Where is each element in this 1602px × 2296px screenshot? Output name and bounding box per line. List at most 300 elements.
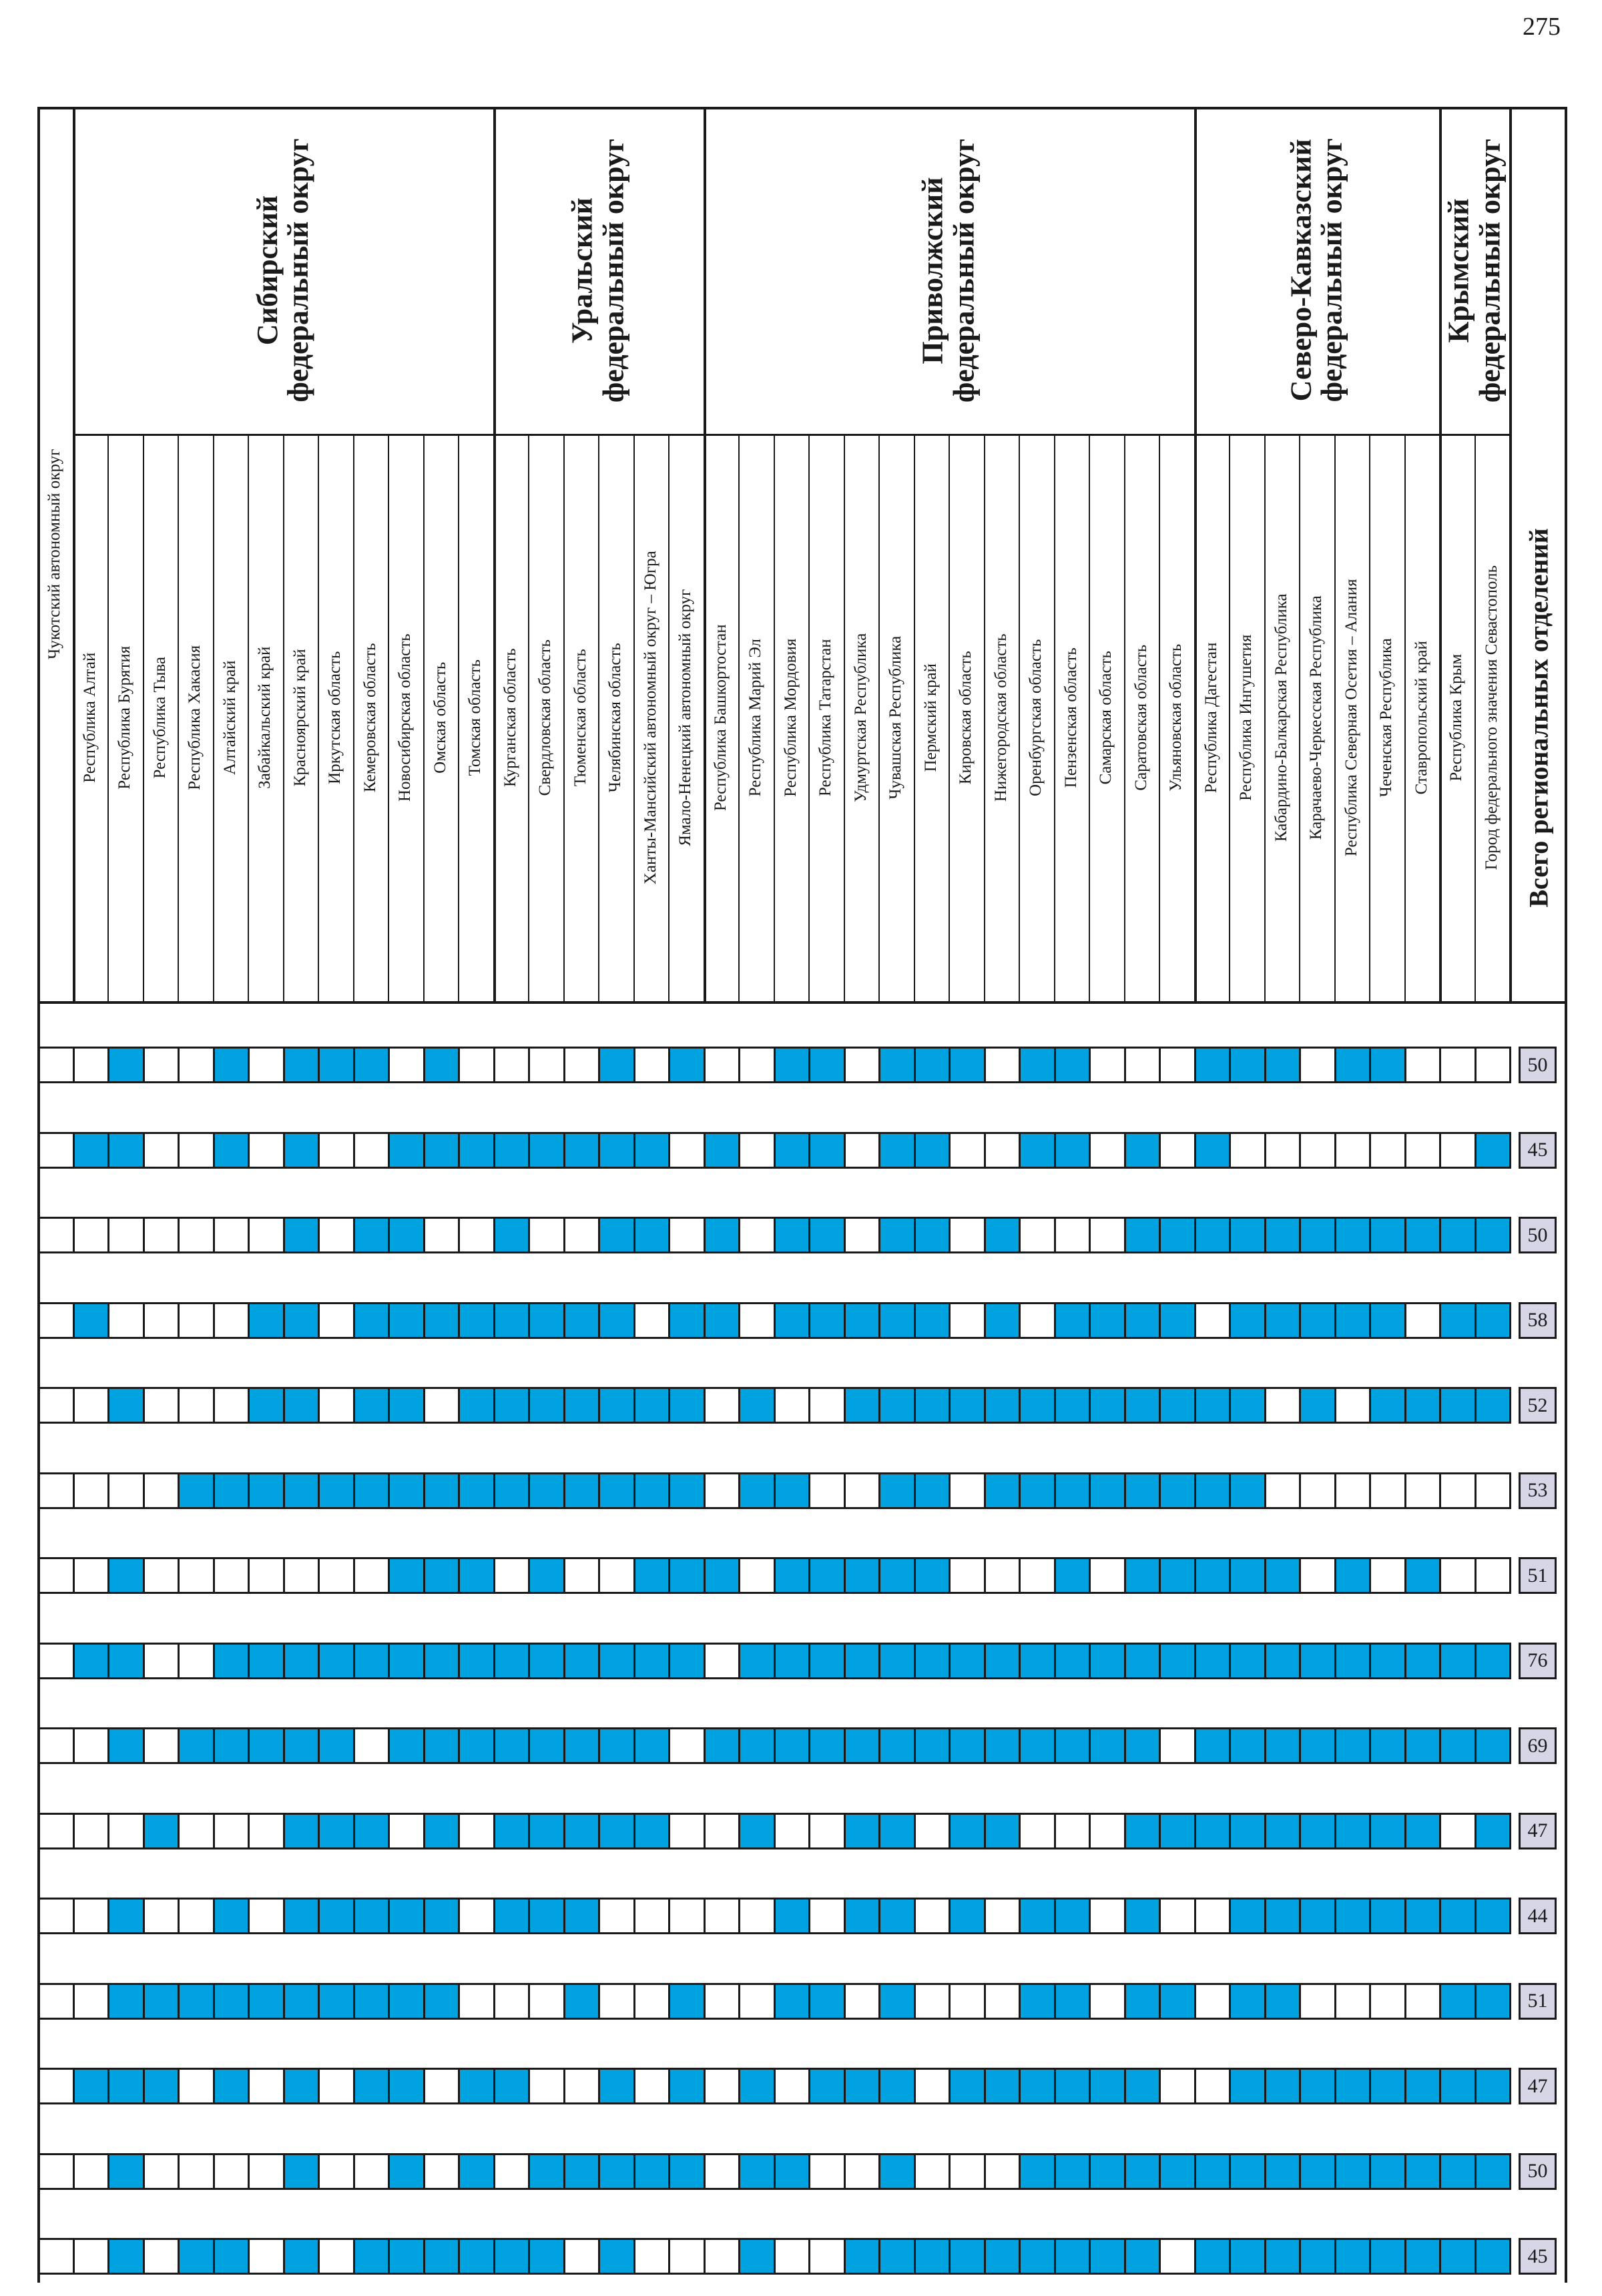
participation-cell xyxy=(458,1813,495,1849)
participation-cell xyxy=(598,1898,635,1934)
participation-cell xyxy=(283,1813,320,1849)
participation-cell xyxy=(178,1813,215,1849)
participation-cell xyxy=(914,1387,951,1424)
participation-cell xyxy=(1404,1813,1442,1849)
participation-cell xyxy=(668,2153,706,2190)
participation-cell xyxy=(1404,1302,1442,1339)
participation-cell xyxy=(178,1387,215,1424)
participation-cell xyxy=(1124,1813,1161,1849)
participation-cell xyxy=(1264,2153,1302,2190)
participation-cell xyxy=(493,1898,531,1934)
participation-cell xyxy=(283,1132,320,1169)
row-total: 51 xyxy=(1519,1557,1557,1594)
participation-cell xyxy=(1194,1387,1232,1424)
participation-cell xyxy=(563,1047,601,1083)
participation-cell xyxy=(844,1727,881,1764)
participation-cell xyxy=(738,1727,776,1764)
participation-cell xyxy=(1439,1643,1477,1679)
region-header: Свердловская область xyxy=(536,639,555,796)
participation-cell xyxy=(1194,1813,1232,1849)
participation-cell xyxy=(318,1472,355,1509)
participation-cell xyxy=(423,1302,461,1339)
participation-cell xyxy=(1159,1217,1196,1253)
participation-cell xyxy=(1369,1557,1406,1594)
region-header: Республика Крым xyxy=(1447,653,1466,782)
participation-cell xyxy=(1019,1557,1056,1594)
participation-cell xyxy=(1334,1557,1372,1594)
participation-cell xyxy=(423,1898,461,1934)
participation-cell xyxy=(633,1813,671,1849)
participation-cell xyxy=(808,1557,846,1594)
participation-cell xyxy=(808,1643,846,1679)
participation-cell xyxy=(1439,1302,1477,1339)
participation-cell xyxy=(1159,1727,1196,1764)
participation-cell xyxy=(107,2238,145,2275)
participation-cell xyxy=(878,1643,916,1679)
participation-cell xyxy=(458,1472,495,1509)
participation-cell xyxy=(984,1898,1021,1934)
participation-cell xyxy=(633,1217,671,1253)
participation-cell xyxy=(213,1557,250,1594)
participation-cell xyxy=(248,1132,285,1169)
participation-cell xyxy=(949,1813,986,1849)
participation-cell xyxy=(949,1472,986,1509)
region-header: Республика Башкортостан xyxy=(711,624,730,811)
participation-cell xyxy=(318,1557,355,1594)
participation-cell xyxy=(704,1217,741,1253)
participation-cell xyxy=(213,1387,250,1424)
participation-cell xyxy=(808,2068,846,2104)
region-header: Красноярский край xyxy=(290,648,309,787)
participation-cell xyxy=(1124,2068,1161,2104)
participation-cell xyxy=(844,1302,881,1339)
participation-cell xyxy=(178,1898,215,1934)
participation-cell xyxy=(704,1983,741,2020)
participation-cell xyxy=(1089,1557,1126,1594)
participation-cell xyxy=(808,2153,846,2190)
participation-cell xyxy=(914,1643,951,1679)
participation-cell xyxy=(738,1643,776,1679)
participation-cell xyxy=(143,1557,180,1594)
participation-cell xyxy=(914,1132,951,1169)
participation-cell xyxy=(318,2068,355,2104)
participation-cell xyxy=(248,1898,285,1934)
participation-cell xyxy=(633,2068,671,2104)
participation-cell xyxy=(1054,2238,1091,2275)
participation-cell xyxy=(283,1557,320,1594)
participation-cell xyxy=(1159,2068,1196,2104)
participation-cell xyxy=(283,1302,320,1339)
participation-cell xyxy=(1369,2068,1406,2104)
participation-cell xyxy=(774,1132,811,1169)
participation-cell xyxy=(914,1302,951,1339)
participation-cell xyxy=(738,1047,776,1083)
participation-cell xyxy=(1089,2153,1126,2190)
participation-cell xyxy=(1089,1813,1126,1849)
participation-cell xyxy=(1404,1047,1442,1083)
participation-cell xyxy=(1159,1047,1196,1083)
participation-cell xyxy=(1124,1132,1161,1169)
participation-cell xyxy=(878,2238,916,2275)
participation-cell xyxy=(1264,1727,1302,1764)
participation-cell xyxy=(318,1643,355,1679)
participation-cell xyxy=(949,1898,986,1934)
participation-cell xyxy=(598,2153,635,2190)
participation-cell xyxy=(248,1727,285,1764)
participation-cell xyxy=(1089,1898,1126,1934)
row-total: 44 xyxy=(1519,1898,1557,1934)
participation-cell xyxy=(1124,2238,1161,2275)
participation-cell xyxy=(178,1643,215,1679)
participation-cell xyxy=(248,1387,285,1424)
participation-cell xyxy=(283,1387,320,1424)
participation-cell xyxy=(493,2068,531,2104)
region-header: Республика Северная Осетия – Алания xyxy=(1342,579,1360,856)
participation-cell xyxy=(598,1132,635,1169)
participation-cell xyxy=(563,2238,601,2275)
participation-cell xyxy=(914,1472,951,1509)
district-header: Сибирский федеральный округ xyxy=(250,138,314,402)
participation-cell xyxy=(1054,1472,1091,1509)
participation-cell xyxy=(844,1132,881,1169)
participation-cell xyxy=(1194,2238,1232,2275)
participation-cell xyxy=(1089,1302,1126,1339)
participation-cell xyxy=(73,1727,110,1764)
participation-cell xyxy=(668,1813,706,1849)
row-total: 47 xyxy=(1519,2068,1557,2104)
region-header: Город федерального значения Севастополь xyxy=(1482,565,1501,870)
participation-cell xyxy=(1439,1047,1477,1083)
participation-cell xyxy=(1194,1983,1232,2020)
participation-cell xyxy=(878,1047,916,1083)
participation-cell xyxy=(949,1387,986,1424)
participation-cell xyxy=(107,1898,145,1934)
participation-cell xyxy=(1159,1557,1196,1594)
total-header: Всего региональных отделений xyxy=(1523,527,1553,908)
participation-cell xyxy=(353,1643,390,1679)
participation-cell xyxy=(493,1983,531,2020)
participation-cell xyxy=(563,1217,601,1253)
participation-cell xyxy=(949,2068,986,2104)
participation-cell xyxy=(1404,1387,1442,1424)
region-header: Республика Ингушетия xyxy=(1237,634,1256,801)
participation-cell xyxy=(878,1132,916,1169)
participation-cell xyxy=(1334,2068,1372,2104)
participation-cell xyxy=(528,1472,565,1509)
participation-cell xyxy=(388,1557,425,1594)
participation-cell xyxy=(37,1727,75,1764)
region-header: Республика Мордовия xyxy=(781,638,800,797)
participation-cell xyxy=(1054,1813,1091,1849)
participation-cell xyxy=(528,1217,565,1253)
participation-cell xyxy=(1334,1132,1372,1169)
region-header: Кировская область xyxy=(957,651,975,785)
participation-cell xyxy=(774,1217,811,1253)
participation-cell xyxy=(914,1217,951,1253)
region-header: Забайкальский край xyxy=(256,646,274,789)
row-total: 50 xyxy=(1519,2153,1557,2190)
participation-cell xyxy=(1089,2068,1126,2104)
participation-cell xyxy=(1159,1898,1196,1934)
participation-cell xyxy=(704,2068,741,2104)
participation-cell xyxy=(1124,1727,1161,1764)
participation-cell xyxy=(248,1557,285,1594)
participation-cell xyxy=(423,2238,461,2275)
participation-cell xyxy=(73,1472,110,1509)
participation-cell xyxy=(914,2068,951,2104)
participation-cell xyxy=(458,1557,495,1594)
participation-cell xyxy=(563,1643,601,1679)
participation-cell xyxy=(1194,1557,1232,1594)
participation-cell xyxy=(213,1813,250,1849)
participation-cell xyxy=(1475,1302,1512,1339)
participation-cell xyxy=(107,1472,145,1509)
participation-cell xyxy=(1439,2238,1477,2275)
region-header: Ямало-Ненецкий автономный округ xyxy=(676,589,695,846)
participation-cell xyxy=(668,1557,706,1594)
participation-cell xyxy=(704,1898,741,1934)
participation-cell xyxy=(598,1983,635,2020)
participation-cell xyxy=(1334,1643,1372,1679)
participation-cell xyxy=(1159,1472,1196,1509)
participation-cell xyxy=(1369,1217,1406,1253)
participation-cell xyxy=(143,1132,180,1169)
participation-cell xyxy=(1369,1983,1406,2020)
participation-cell xyxy=(248,1472,285,1509)
participation-cell xyxy=(1229,1217,1266,1253)
participation-cell xyxy=(283,1898,320,1934)
participation-cell xyxy=(283,1983,320,2020)
participation-cell xyxy=(1054,1727,1091,1764)
participation-cell xyxy=(878,1983,916,2020)
participation-cell xyxy=(738,2238,776,2275)
participation-cell xyxy=(213,1472,250,1509)
participation-cell xyxy=(1054,1898,1091,1934)
participation-cell xyxy=(1299,1217,1336,1253)
participation-cell xyxy=(458,1217,495,1253)
participation-cell xyxy=(1264,2238,1302,2275)
participation-cell xyxy=(143,2068,180,2104)
participation-cell xyxy=(878,1557,916,1594)
participation-cell xyxy=(143,1727,180,1764)
participation-cell xyxy=(248,1047,285,1083)
participation-cell xyxy=(1089,1727,1126,1764)
participation-cell xyxy=(1475,1813,1512,1849)
participation-cell xyxy=(143,2238,180,2275)
participation-cell xyxy=(1475,1217,1512,1253)
participation-cell xyxy=(949,1983,986,2020)
participation-cell xyxy=(1019,1472,1056,1509)
participation-cell xyxy=(844,1898,881,1934)
participation-cell xyxy=(528,1898,565,1934)
participation-cell xyxy=(143,1387,180,1424)
participation-cell xyxy=(353,1217,390,1253)
participation-cell xyxy=(143,1898,180,1934)
participation-cell xyxy=(213,1643,250,1679)
participation-cell xyxy=(1299,1727,1336,1764)
participation-cell xyxy=(633,1727,671,1764)
participation-cell xyxy=(458,1983,495,2020)
district-header: Приволжский федеральный округ xyxy=(916,138,980,402)
participation-cell xyxy=(318,1132,355,1169)
participation-cell xyxy=(248,1813,285,1849)
participation-cell xyxy=(1404,1132,1442,1169)
participation-cell xyxy=(633,1898,671,1934)
participation-cell xyxy=(1334,1387,1372,1424)
participation-cell xyxy=(704,1387,741,1424)
participation-cell xyxy=(458,1898,495,1934)
participation-cell xyxy=(107,1643,145,1679)
region-header: Самарская область xyxy=(1097,650,1115,785)
participation-cell xyxy=(493,2153,531,2190)
participation-cell xyxy=(1054,1387,1091,1424)
participation-cell xyxy=(774,2153,811,2190)
region-header: Оренбургская область xyxy=(1027,639,1045,796)
participation-cell xyxy=(1229,1047,1266,1083)
participation-cell xyxy=(1439,1557,1477,1594)
participation-cell xyxy=(1089,1643,1126,1679)
participation-cell xyxy=(598,1047,635,1083)
participation-cell xyxy=(878,2068,916,2104)
participation-cell xyxy=(563,1132,601,1169)
participation-cell xyxy=(388,1643,425,1679)
district-header: Уральский федеральный округ xyxy=(565,138,629,402)
participation-cell xyxy=(1404,1643,1442,1679)
region-header: Республика Дагестан xyxy=(1202,642,1220,793)
participation-cell xyxy=(1299,1132,1336,1169)
participation-cell xyxy=(107,1557,145,1594)
participation-cell xyxy=(423,1387,461,1424)
participation-cell xyxy=(598,1643,635,1679)
participation-cell xyxy=(774,1387,811,1424)
participation-cell xyxy=(1264,1217,1302,1253)
participation-cell xyxy=(668,1898,706,1934)
participation-cell xyxy=(423,1047,461,1083)
participation-cell xyxy=(1054,1302,1091,1339)
participation-cell xyxy=(1089,1387,1126,1424)
participation-cell xyxy=(633,1132,671,1169)
participation-cell xyxy=(248,1643,285,1679)
participation-cell xyxy=(1054,1643,1091,1679)
participation-cell xyxy=(1159,1132,1196,1169)
participation-cell xyxy=(248,1983,285,2020)
participation-cell xyxy=(1159,1813,1196,1849)
district-header: Крымский федеральный округ xyxy=(1442,138,1506,402)
participation-cell xyxy=(178,2068,215,2104)
participation-cell xyxy=(738,1132,776,1169)
participation-cell xyxy=(388,1983,425,2020)
participation-cell xyxy=(1019,1983,1056,2020)
participation-cell xyxy=(808,1047,846,1083)
participation-cell xyxy=(107,2153,145,2190)
participation-cell xyxy=(704,1813,741,1849)
participation-cell xyxy=(107,1813,145,1849)
participation-cell xyxy=(1299,1557,1336,1594)
participation-cell xyxy=(213,2153,250,2190)
participation-cell xyxy=(808,1898,846,1934)
participation-cell xyxy=(1475,1643,1512,1679)
participation-cell xyxy=(1054,1047,1091,1083)
participation-cell xyxy=(178,1302,215,1339)
participation-cell xyxy=(178,1047,215,1083)
participation-cell xyxy=(563,1983,601,2020)
participation-cell xyxy=(248,2238,285,2275)
participation-cell xyxy=(37,2238,75,2275)
participation-cell xyxy=(458,1643,495,1679)
participation-cell xyxy=(388,1302,425,1339)
participation-cell xyxy=(73,1387,110,1424)
participation-cell xyxy=(1194,1898,1232,1934)
participation-cell xyxy=(423,1813,461,1849)
participation-cell xyxy=(844,1047,881,1083)
participation-cell xyxy=(248,1302,285,1339)
participation-cell xyxy=(73,2153,110,2190)
participation-cell xyxy=(1019,1643,1056,1679)
participation-cell xyxy=(528,1983,565,2020)
participation-cell xyxy=(914,1557,951,1594)
participation-cell xyxy=(493,1727,531,1764)
participation-cell xyxy=(949,1557,986,1594)
participation-cell xyxy=(73,2068,110,2104)
participation-cell xyxy=(353,1132,390,1169)
participation-cell xyxy=(283,1727,320,1764)
participation-cell xyxy=(878,1387,916,1424)
participation-cell xyxy=(1019,2068,1056,2104)
participation-cell xyxy=(73,1557,110,1594)
participation-cell xyxy=(808,1472,846,1509)
row-total: 58 xyxy=(1519,1302,1557,1339)
participation-cell xyxy=(107,2068,145,2104)
participation-cell xyxy=(458,1302,495,1339)
participation-cell xyxy=(878,1813,916,1849)
row-total: 47 xyxy=(1519,1813,1557,1849)
participation-cell xyxy=(1089,2238,1126,2275)
participation-cell xyxy=(423,1643,461,1679)
participation-cell xyxy=(528,2153,565,2190)
participation-cell xyxy=(493,1387,531,1424)
participation-cell xyxy=(1159,2153,1196,2190)
participation-cell xyxy=(1369,2238,1406,2275)
participation-cell xyxy=(1194,1302,1232,1339)
participation-cell xyxy=(914,1813,951,1849)
participation-cell xyxy=(598,1813,635,1849)
participation-cell xyxy=(598,2068,635,2104)
participation-cell xyxy=(1124,1643,1161,1679)
participation-cell xyxy=(633,1387,671,1424)
row-total: 45 xyxy=(1519,2238,1557,2275)
participation-cell xyxy=(1194,1217,1232,1253)
participation-cell xyxy=(1334,1472,1372,1509)
participation-cell xyxy=(353,1387,390,1424)
participation-cell xyxy=(598,1727,635,1764)
participation-cell xyxy=(283,1217,320,1253)
participation-cell xyxy=(844,1472,881,1509)
participation-cell xyxy=(774,2238,811,2275)
participation-cell xyxy=(283,2068,320,2104)
participation-cell xyxy=(1264,1387,1302,1424)
participation-cell xyxy=(984,1557,1021,1594)
participation-cell xyxy=(37,1132,75,1169)
region-header: Нижегородская область xyxy=(991,633,1010,802)
region-header: Челябинская область xyxy=(606,642,625,793)
participation-cell xyxy=(143,1047,180,1083)
participation-cell xyxy=(283,1047,320,1083)
participation-cell xyxy=(283,1643,320,1679)
participation-cell xyxy=(984,1983,1021,2020)
participation-cell xyxy=(1019,1302,1056,1339)
participation-cell xyxy=(1299,1302,1336,1339)
participation-cell xyxy=(1369,1047,1406,1083)
